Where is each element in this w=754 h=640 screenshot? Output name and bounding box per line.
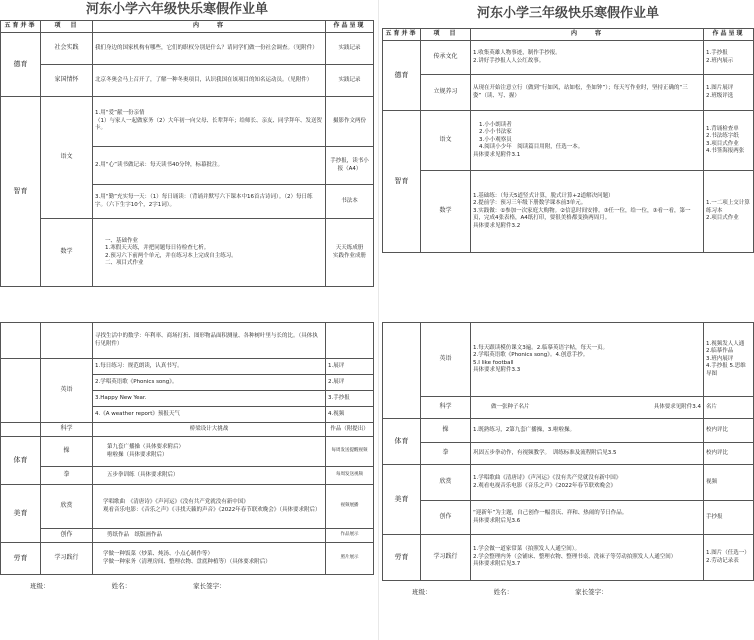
g3-blank-cat (383, 323, 421, 419)
output-english-3: 3.手抄报 (326, 391, 374, 407)
footer-name: 姓名： (111, 582, 132, 590)
g3-chinese-list: 1.小小朗读者 2.小小书法家 3.小小观察员 4.阅读小少年 阅读篇目用附，任选一本。 (479, 121, 584, 151)
g3-project-appreciate: 欣赏 (421, 465, 471, 501)
output-chinese-1: 摄影作文两份 (326, 97, 374, 147)
output-chinese-2: 手抄报，读书小报（A4） (326, 147, 374, 185)
grade6-table-1 (0, 20, 374, 287)
g3-category-moral: 德育 (383, 41, 421, 111)
g3-category-pe: 体育 (383, 419, 421, 465)
g3-create-text: “迎新年”为主题，自己创作一幅喜庆、祥和、热闹的节日作品。 (473, 510, 628, 517)
content-math-project: 寻找生活中的数学：年利率、商场打折、图形物品面积测量、各种树叶里与长的比。（具体执行见附件） (93, 323, 326, 359)
project-appreciate: 欣赏 (41, 485, 93, 529)
grade3-table-2 (382, 322, 754, 581)
g3-content-create (471, 501, 704, 535)
g3-project-culture: 传承文化 (421, 41, 471, 75)
g3-project-math: 数学 (421, 171, 471, 253)
g3-output-math: 1.一二项上交计算练习本 2.项目式作业 (704, 171, 754, 253)
g3-header-output: 作品呈现 (704, 29, 754, 41)
content-fist: 五步拳训练（具体要求附后） (93, 467, 326, 485)
g3-content-exercise: 1.既熟练习，2第九套广播操，3.啦啦操。 (471, 419, 704, 443)
g3-science-note: 具体要求见附件3.4 (653, 403, 701, 410)
g3-content-math (471, 171, 704, 253)
blank-cat (1, 323, 41, 359)
grade3-title: 河东小学三年级快乐寒假作业单 (476, 6, 659, 21)
g3-chinese-note: 具体要求见附件3.1 (473, 151, 521, 158)
blank-output (326, 323, 374, 359)
g3-labor-list: 1.学会做一道家常菜（拍照发人人通空间）。 2.学会整理内务（会铺床、整理衣物、整理书桌、洗袜子等劳动拍照发人人通空间） (473, 546, 677, 560)
g3-category-intellect: 智育 (383, 111, 421, 253)
header-project: 项 目 (41, 21, 93, 33)
output-create: 作品展示 (326, 529, 374, 543)
grade3-footer (382, 587, 754, 596)
g3-category-labor: 劳育 (383, 535, 421, 581)
project-create: 创作 (41, 529, 93, 543)
header-content: 内 容 (93, 21, 326, 33)
project-practice: 学习践行 (41, 543, 93, 575)
content-english-2: 2.学唱英语歌《Phonics song》。 (93, 375, 326, 391)
project-fist: 拳 (41, 467, 93, 485)
divider (378, 0, 379, 640)
g3-header-project: 项 目 (421, 29, 471, 41)
blank-cat-science (1, 423, 41, 437)
grade6-table-2 (0, 322, 374, 575)
g3-content-science (471, 397, 704, 419)
g3-project-practice: 学习践行 (421, 535, 471, 581)
g3-project-exercise: 操 (421, 419, 471, 443)
g3-header-content: 内 容 (471, 29, 704, 41)
output-labor: 照片展示 (326, 543, 374, 575)
g3-labor-note: 具体要求附后见3.7 (473, 561, 521, 568)
project-english: 英语 (41, 359, 93, 423)
category-aesthetics: 美育 (1, 485, 41, 543)
grade3-sheet-2 (382, 322, 754, 640)
content-chinese-2: 2.用“心”读书做记录：每天读书40分钟，标幕批注。 (93, 147, 326, 185)
output-science: 作品（附提出） (326, 423, 374, 437)
g3-output-english: 1.视频发人人通 2.临摹作品 3.班内展评 4.手抄报 5.思维导图 (704, 323, 754, 397)
grade3-sheet-1 (382, 0, 754, 306)
output-math: 天天练成册 实践作业成册 (326, 219, 374, 287)
header-five-edu: 五育并举 (1, 21, 41, 33)
g3-english-list: 1.每天跟读模仿课文3遍。2.临摹英语字帖，每天一页。 2.学唱英语歌《Phonics song》。4.创意手抄。 5.I like football (473, 344, 608, 366)
g3-content-english (471, 323, 704, 397)
g3-content-habits: 从现在开始注意立行（做到“行如风，站如松，坐如钟”）；每天写作业时，坚持正确的“三姿”（读、写、握） (471, 75, 704, 111)
header-output: 作品呈现 (326, 21, 374, 33)
g3-content-culture: 1.收集英雄人物事迹，制作手抄报。 2.讲好手抄报人人公红故事。 (471, 41, 704, 75)
content-create: 剪纸作品 纸版画作品 (93, 529, 326, 543)
g3-content-fist: 巩固五步拳动作，有视频教学。 训练标准及流程附后见3.5 (471, 443, 704, 465)
content-english-1: 1.每日练习：规范朗读，认真书写。 (93, 359, 326, 375)
project-social-practice: 社会实践 (41, 33, 93, 65)
blank-cat-english (1, 359, 41, 423)
g3-english-note: 具体要求见附件3.3 (473, 366, 521, 373)
g3-output-labor: 1.图片（任选一） 2.劳动记录表 (704, 535, 754, 581)
g3-project-create: 创作 (421, 501, 471, 535)
g3-header-five-edu: 五育并举 (383, 29, 421, 41)
content-english-3: 3.Happy New Year. (93, 391, 326, 407)
project-chinese: 语文 (41, 97, 93, 219)
g3-output-fist: 校内评比 (704, 443, 754, 465)
output-english-4: 4.视频 (326, 407, 374, 423)
g3-create-note: 具体要求附后见3.6 (473, 517, 521, 524)
project-exercise: 操 (41, 437, 93, 467)
g3-project-science: 科学 (421, 397, 471, 419)
grade6-sheet-1 (0, 0, 374, 308)
g3-output-culture: 1.手抄报 2.班内展示 (704, 41, 754, 75)
content-math: 一、基础作业 1.寒假天天练，并把同题每日待检查七析。 2.预习六下前两个单元，并在练习本上完成自主练习。 二、项目式作业 (93, 219, 326, 287)
output-appreciate: 视频展播 (326, 485, 374, 529)
content-exercise: 第九套广播操（具体要求附后） 啦啦操（具体要求附后） (93, 437, 326, 467)
g3-output-appreciate: 视频 (704, 465, 754, 501)
g3-project-chinese: 语文 (421, 111, 471, 171)
content-patriotism: 北京冬奥会马上召开了，了解一种冬奥项目，认识我国在该项目的知名运动员。（见附件） (93, 65, 326, 97)
category-moral: 德育 (1, 33, 41, 97)
g3-footer-name: 姓名： (493, 588, 514, 596)
g3-output-create: 手抄报 (704, 501, 754, 535)
grade6-footer (0, 581, 374, 590)
blank-project (41, 323, 93, 359)
grade3-table-1 (382, 28, 754, 253)
g3-content-appreciate: 1.学唱歌曲《清唐诗》《声河运》《没有共产党就没有新中国》 2.观看电视音乐电影《音乐之声》《2022年春节联欢晚会》 (471, 465, 704, 501)
output-fist: 每周发送视频 (326, 467, 374, 485)
g3-project-habits: 立规养习 (421, 75, 471, 111)
g3-footer-parent: 家长签字： (575, 588, 608, 596)
g3-output-science: 名片 (704, 397, 754, 419)
output-chinese-3: 书法本 (326, 185, 374, 219)
g3-math-note: 具体要求见附件3.2 (473, 222, 521, 229)
footer-class: 班级： (30, 582, 50, 590)
g3-project-fist: 拳 (421, 443, 471, 465)
content-chinese-1: 1.用“爱”献一份亲情 （1）与家人一起做家务（2）大年初一向父母、长辈拜年；给师长、亲友、同学拜年、发送贺卡。 (93, 97, 326, 147)
g3-content-chinese (471, 111, 704, 171)
g3-footer-class: 班级： (412, 588, 432, 596)
content-appreciate: 学唱歌曲 《清唐诗》《声河运》《没有共产党就没有新中国》 观看音乐电影：《音乐之声》《寻找天籁的声音》《2022年春节联欢晚会》（具体要求附后） (93, 485, 326, 529)
output-english-1: 1.展评 (326, 359, 374, 375)
category-intellect: 智育 (1, 97, 41, 287)
g3-output-chinese: 1.背诵检查单 2.书法练字纸 3.项目式作业 4.书签海报两张 (704, 111, 754, 171)
content-social-practice: 我们身边的国家机构有哪些，它们的职权分别是什么？请同学们做一份社会调查。（见附件） (93, 33, 326, 65)
category-pe: 体育 (1, 437, 41, 485)
output-english-2: 2.展评 (326, 375, 374, 391)
content-science: 桥梁设计大挑战 (93, 423, 326, 437)
g3-content-labor (471, 535, 704, 581)
output-social-practice: 实践记录 (326, 33, 374, 65)
content-english-4: 4.《A weather report》预报天气 (93, 407, 326, 423)
g3-output-exercise: 校内评比 (704, 419, 754, 443)
g3-science-text: 做一张种子名片 (491, 403, 530, 410)
project-science: 科学 (41, 423, 93, 437)
g3-project-english: 英语 (421, 323, 471, 397)
content-chinese-3: 3.用“勤”充实每一天：（1）每日诵读：（背诵并默写六下课本中16首古诗词）。（2）每日练字。（六下生字10个，2字1词）。 (93, 185, 326, 219)
project-math: 数学 (41, 219, 93, 287)
content-labor: 学做一种饭菜（炒菜、炖汤、小点心制作等） 学做一种家务（清理房间、整理衣物、盘底种植等）（具体要求附后） (93, 543, 326, 575)
grade6-sheet-2 (0, 322, 374, 640)
output-patriotism: 实践记录 (326, 65, 374, 97)
project-patriotism: 家国情怀 (41, 65, 93, 97)
category-labor: 劳育 (1, 543, 41, 575)
grade6-title: 河东小学六年级快乐寒假作业单 (85, 2, 268, 17)
g3-output-habits: 1.图片展评 2.班级评选 (704, 75, 754, 111)
g3-math-list: 1.基础练：（每天5道竖式计算，脱式计算+2道解决问题） 2.提前学：预习三年级下册数学课本前3单元。 3.实践做：①参加一次家庭大购物。②信息时间安排。③任一位，给一位，③看一看，第一页，完成4张表格，A4纸打印，要很美格都变换两周月。 (473, 192, 691, 222)
footer-parent: 家长签字： (193, 582, 226, 590)
g3-category-aesthetics: 美育 (383, 465, 421, 535)
output-exercise: 每周发送提醒视频 (326, 437, 374, 467)
